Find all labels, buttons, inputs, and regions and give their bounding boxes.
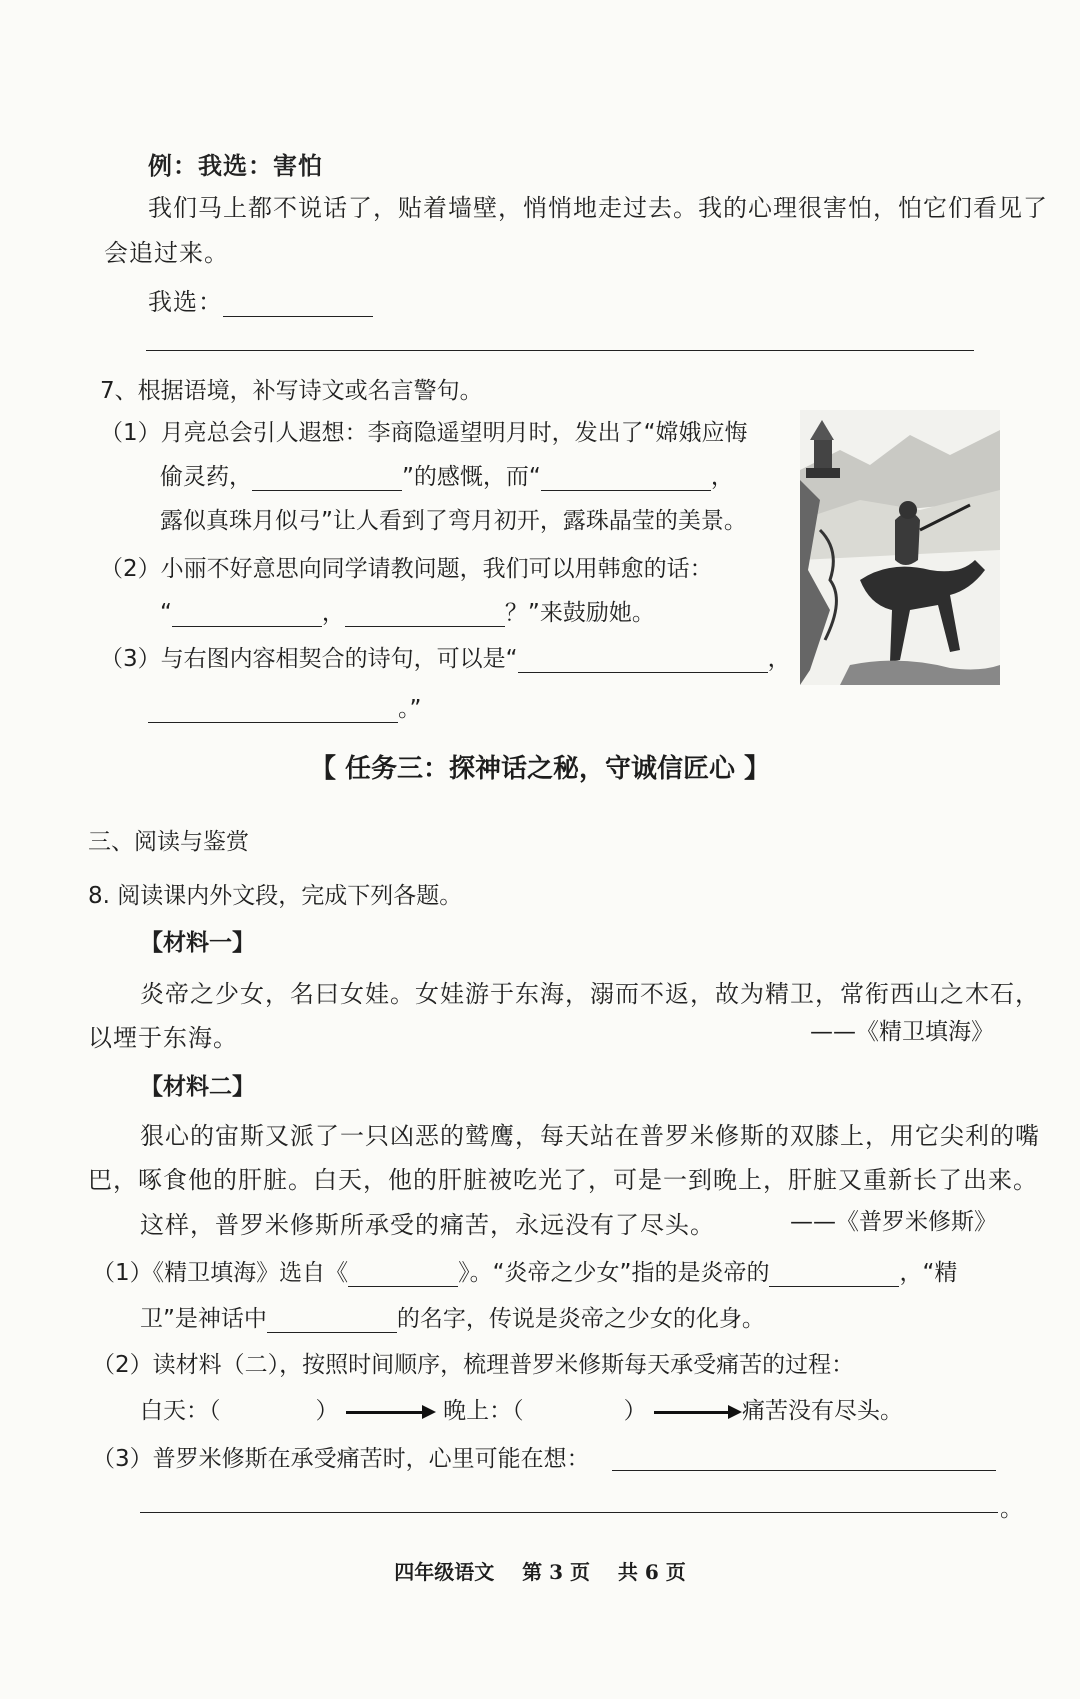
example-line-2: 会追过来。 — [104, 239, 229, 267]
q7-part2-blank-1[interactable] — [172, 600, 322, 627]
material-1-source: ——《精卫填海》 — [810, 1019, 994, 1045]
q7-part3-end: 。” — [398, 696, 422, 722]
q7-part2-line2 — [160, 594, 655, 627]
q8-sub3-text: （3）普罗米修斯在承受痛苦时，心里可能在想： — [92, 1446, 590, 1472]
q8-sub3-blank-1[interactable] — [612, 1470, 996, 1471]
q7-part1-text-a: 偷灵药， — [160, 464, 252, 490]
q8-sub2-day-label: 白天：（ — [140, 1398, 221, 1424]
q7-part3-comma: ， — [767, 646, 791, 672]
q8-sub3-line1 — [92, 1440, 590, 1473]
q8-sub1-line2 — [140, 1300, 765, 1333]
q7-part3-blank-2[interactable] — [148, 696, 398, 723]
q8-sub2-paren-2: ） — [623, 1398, 647, 1424]
q7-part1-text-b: ”的感慨，而“ — [402, 464, 541, 490]
my-choice-label: 我选： — [148, 288, 223, 316]
q8-sub1-blank-3[interactable] — [267, 1306, 397, 1333]
q7-part2-comma: ， — [321, 600, 345, 626]
q8-sub1-text-b: 》。“炎帝之少女”指的是炎帝的 — [458, 1260, 770, 1286]
q8-sub2-end: 痛苦没有尽头。 — [741, 1398, 903, 1424]
footer-grade: 四年级语文 — [394, 1560, 495, 1584]
q8-sub2-night-label: 晚上：（ — [443, 1398, 524, 1424]
q7-part2-quote-open: “ — [160, 600, 172, 626]
q8-sub1-line1 — [92, 1254, 957, 1287]
material-2-label: 【材料二】 — [140, 1074, 255, 1100]
q7-part3-text: （3）与右图内容相契合的诗句，可以是“ — [100, 646, 518, 672]
section-heading: 三、阅读与鉴赏 — [88, 829, 249, 855]
q8-sub1-text-c: ，“精 — [899, 1260, 958, 1286]
q7-part1-line2 — [160, 458, 734, 491]
q8-sub1-text-e: 的名字，传说是炎帝之少女的化身。 — [396, 1306, 765, 1332]
q8-heading: 8. 阅读课内外文段，完成下列各题。 — [88, 883, 463, 909]
q7-part1-line3: 露似真珠月似弓”让人看到了弯月初开，露珠晶莹的美景。 — [160, 508, 747, 534]
q7-part2-text-end: ？”来鼓励她。 — [504, 600, 655, 626]
q8-sub2-line1: （2）读材料（二），按照时间顺序，梳理普罗米修斯每天承受痛苦的过程： — [92, 1352, 855, 1378]
arrow-right-icon — [654, 1400, 742, 1424]
answer-line[interactable] — [146, 350, 974, 351]
task-title: 【 任务三：探神话之秘，守诚信匠心 】 — [309, 754, 771, 784]
q8-sub2-line2 — [140, 1392, 903, 1425]
example-label: 例：我选：害怕 — [148, 151, 323, 180]
my-choice-blank[interactable] — [223, 290, 373, 317]
q7-part1-line1: （1）月亮总会引人遐想：李商隐遥望明月时，发出了“嫦娥应悔 — [100, 420, 748, 446]
footer-total: 共 6 页 — [617, 1560, 686, 1584]
material-1-line-1: 炎帝之少女，名曰女娃。女娃游于东海，溺而不返，故为精卫，常衔西山之木石， — [140, 980, 1040, 1008]
q7-part1-text-c: ， — [710, 464, 734, 490]
q7-part1-blank-1[interactable] — [252, 464, 402, 491]
q8-sub1-blank-1[interactable] — [348, 1260, 458, 1287]
page-footer — [0, 1556, 1080, 1585]
q7-part2-blank-2[interactable] — [345, 600, 505, 627]
q7-part3-blank-1[interactable] — [518, 646, 768, 673]
q7-part1-blank-2[interactable] — [541, 464, 711, 491]
material-2-line-3: 这样，普罗米修斯所承受的痛苦，永远没有了尽头。 — [140, 1211, 715, 1239]
poem-illustration — [800, 410, 1000, 685]
q8-sub1-blank-2[interactable] — [769, 1260, 899, 1287]
q7-part3-line2 — [148, 690, 421, 723]
arrow-right-icon — [346, 1400, 436, 1424]
example-line-1: 我们马上都不说话了，贴着墙壁，悄悄地走过去。我的心理很害怕，怕它们看见了 — [148, 194, 1048, 222]
material-1-label: 【材料一】 — [140, 930, 255, 956]
footer-page: 第 3 页 — [522, 1560, 590, 1584]
q8-sub3-end: 。 — [1000, 1496, 1023, 1522]
q7-heading: 7、根据语境，补写诗文或名言警句。 — [100, 378, 483, 404]
material-2-line-2: 巴，啄食他的肝脏。白天，他的肝脏被吃光了，可是一到晚上，肝脏又重新长了出来。 — [88, 1166, 1038, 1194]
q8-sub3-blank-2[interactable] — [140, 1512, 998, 1513]
q7-part2-line1: （2）小丽不好意思向同学请教问题，我们可以用韩愈的话： — [100, 556, 713, 582]
material-2-line-1: 狠心的宙斯又派了一只凶恶的鹫鹰，每天站在普罗米修斯的双膝上，用它尖利的嘴 — [140, 1122, 1040, 1150]
my-choice-row — [148, 282, 373, 317]
q8-sub1-text-a: （1）《精卫填海》选自《 — [92, 1260, 349, 1286]
q8-sub1-text-d: 卫”是神话中 — [140, 1306, 267, 1332]
material-1-line-2: 以堙于东海。 — [88, 1024, 238, 1052]
q8-sub2-paren-1: ） — [315, 1398, 339, 1424]
q7-part3-line1 — [100, 640, 791, 673]
material-2-source: ——《普罗米修斯》 — [790, 1209, 997, 1235]
